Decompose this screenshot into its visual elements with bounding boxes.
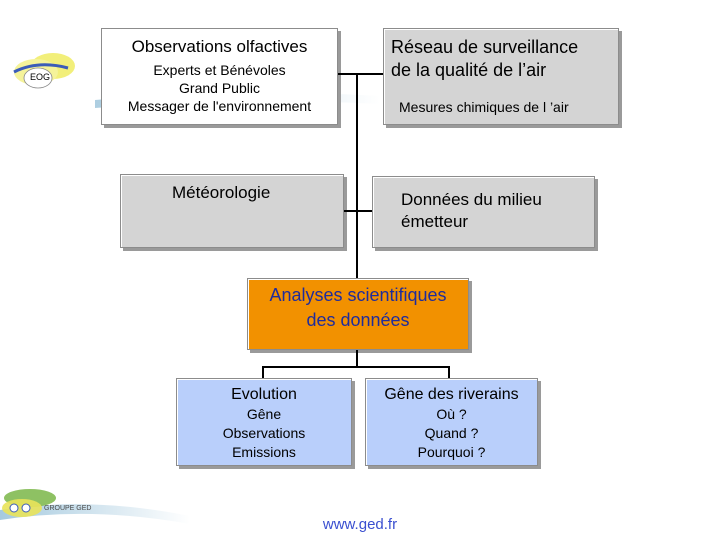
evolution-line-3: Emissions (232, 444, 296, 460)
analyses-line-2: des données (306, 310, 410, 330)
connector-split (262, 366, 450, 368)
analyses-line-1: Analyses scientifiques (269, 285, 447, 305)
evolution-title: Evolution (231, 386, 297, 403)
olfactive-line-2: Grand Public (179, 80, 260, 96)
connector-meteo (344, 210, 356, 212)
connector-evolution (262, 366, 264, 378)
evolution-line-1: Gêne (246, 406, 282, 422)
connector-trunk (356, 73, 358, 278)
gene-line-3: Pourquoi ? (417, 444, 486, 460)
connector-gene (448, 366, 450, 378)
gene-line-1: Où ? (436, 406, 467, 422)
eog-logo (8, 50, 76, 98)
reseau-subtitle: Mesures chimiques de l ’air (399, 99, 569, 115)
ged-logo (0, 486, 110, 526)
ged-logo-text: GROUPE GED (44, 505, 92, 512)
meteo-title: Météorologie (172, 183, 271, 202)
milieu-title-line-2: émetteur (401, 212, 469, 231)
olfactive-title: Observations olfactives (131, 37, 308, 56)
olfactive-line-3: Messager de l'environnement (127, 98, 312, 114)
reseau-title-line-1: Réseau de surveillance (391, 37, 579, 57)
connector-top (338, 73, 383, 75)
gene-title: Gêne des riverains (384, 386, 519, 403)
eog-logo-text: EOG (30, 72, 51, 82)
reseau-title-line-2: de la qualité de l’air (391, 60, 547, 80)
evolution-line-2: Observations (222, 425, 306, 441)
connector-milieu (358, 210, 372, 212)
olfactive-line-1: Experts et Bénévoles (153, 62, 286, 78)
milieu-title-line-1: Données du milieu (401, 190, 542, 209)
footer-url[interactable]: www.ged.fr (322, 516, 398, 533)
gene-line-2: Quand ? (424, 425, 479, 441)
